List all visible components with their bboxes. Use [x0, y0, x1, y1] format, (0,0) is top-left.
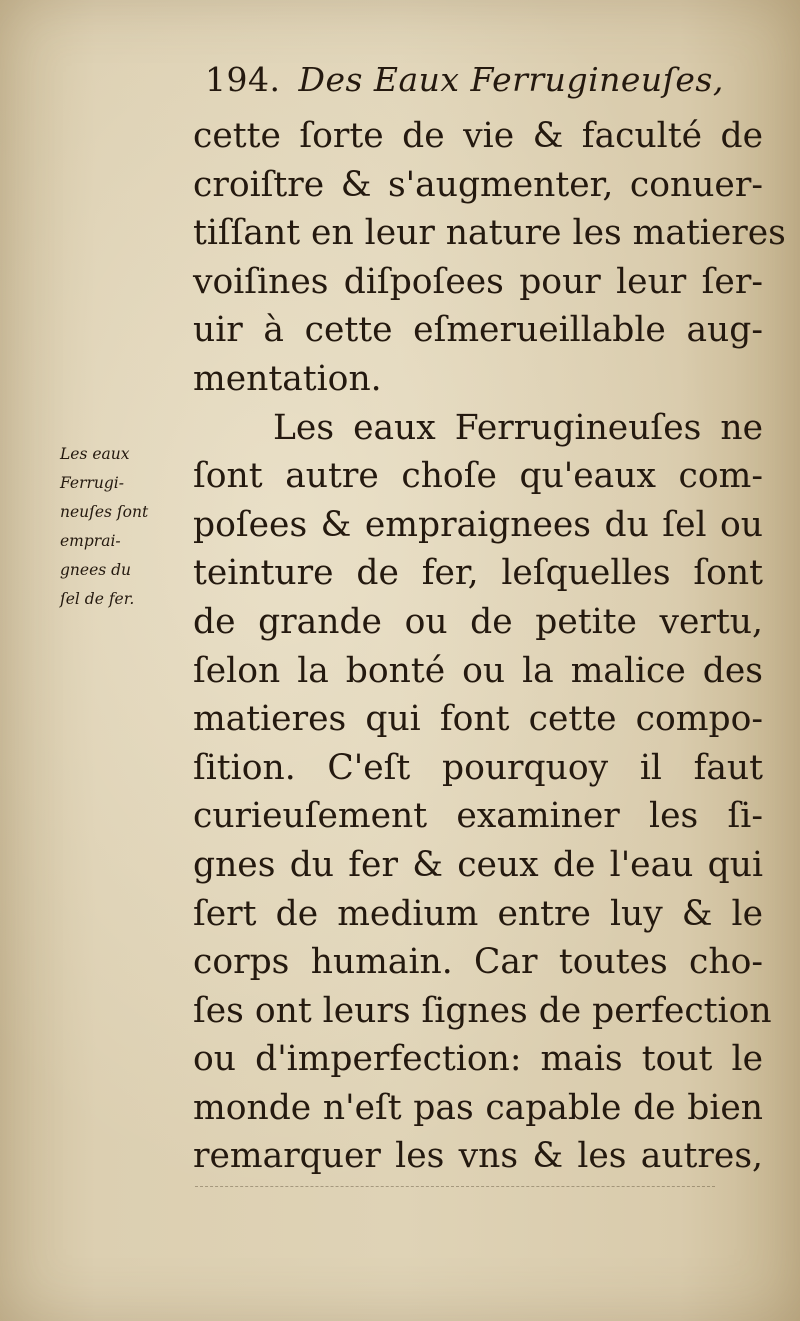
running-head: [205, 60, 724, 99]
text-line: ou d'imperfection: mais tout le: [193, 1039, 763, 1080]
text-line: ſert de medium entre luy & le: [193, 893, 763, 934]
margin-note-line: emprai-: [60, 532, 121, 550]
text-line: poſees & empraignees du ſel ou: [193, 504, 763, 545]
text-line: gnes du fer & ceux de l'eau qui: [193, 844, 763, 885]
margin-note-line: ſel de fer.: [60, 590, 135, 608]
text-line: voiſines diſpoſees pour leur ſer-: [193, 261, 763, 302]
text-line: ſition. C'eſt pourquoy il faut: [193, 747, 763, 788]
text-line: tiſſant en leur nature les matieres: [193, 213, 786, 254]
text-line: mentation.: [193, 358, 382, 399]
text-line: teinture de fer, leſquelles ſont: [193, 553, 763, 594]
margin-note-line: gnees du: [60, 561, 132, 579]
body-text: [193, 112, 786, 1181]
margin-note-line: Ferrugi-: [60, 474, 124, 492]
text-line: remarquer les vns & les autres,: [193, 1136, 763, 1177]
bottom-rule: [195, 1186, 715, 1187]
page-number: 194.: [205, 60, 281, 99]
text-line: ſont autre choſe qu'eaux com-: [193, 456, 763, 497]
text-line: de grande ou de petite vertu,: [193, 601, 763, 642]
text-line: matieres qui font cette compo-: [193, 699, 763, 740]
text-line: Les eaux Ferrugineuſes ne: [273, 407, 763, 448]
text-line: ſes ont leurs ſignes de perfection: [193, 990, 772, 1031]
text-line: ſelon la bonté ou la malice des: [193, 650, 763, 691]
text-line: monde n'eſt pas capable de bien: [193, 1087, 763, 1128]
margin-note: [60, 440, 195, 614]
margin-note-line: neuſes ſont: [60, 503, 149, 521]
running-title: Des Eaux Ferrugineuſes,: [298, 60, 724, 99]
text-line: curieuſement examiner les ſi-: [193, 796, 763, 837]
text-line: cette ſorte de vie & faculté de: [193, 116, 763, 156]
margin-note-line: Les eaux: [60, 445, 130, 463]
text-line: uir à cette eſmerueillable aug-: [193, 310, 763, 351]
text-line: corps humain. Car toutes cho-: [193, 942, 763, 983]
text-line: croiſtre & s'augmenter, conuer-: [193, 164, 763, 205]
